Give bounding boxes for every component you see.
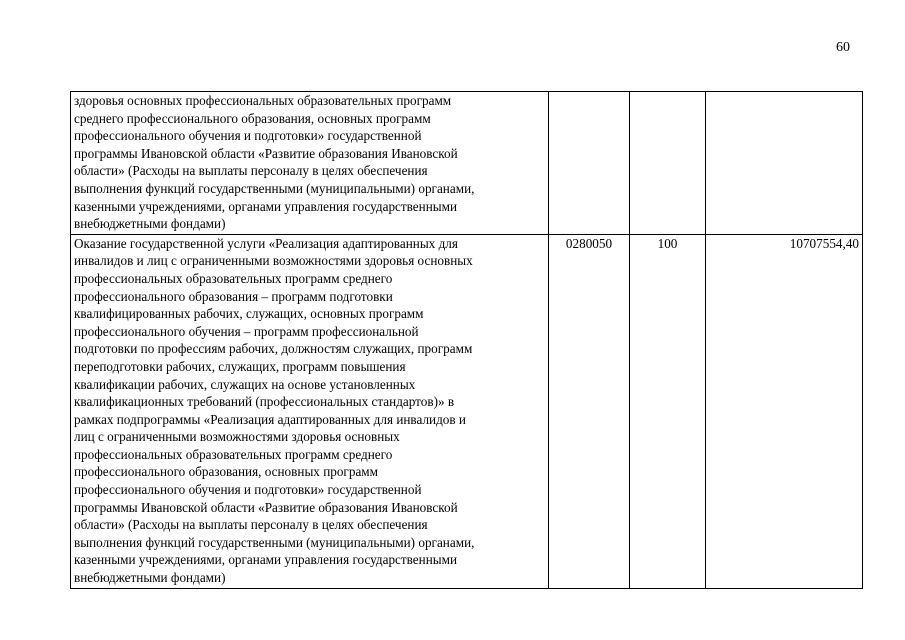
table-row: [71, 92, 863, 235]
description-line: области» (Расходы на выплаты персоналу в целях обеспечения: [74, 163, 428, 179]
amount-cell: [706, 92, 863, 235]
description-line: внебюджетными фондами): [74, 216, 226, 232]
target-code-cell: 0280050: [549, 234, 630, 588]
description-line: программы Ивановской области «Развитие образования Ивановской: [74, 499, 458, 515]
expense-type-cell: 100: [630, 234, 706, 588]
page-number: 60: [836, 40, 850, 55]
description-line: казенными учреждениями, органами управления государственными: [74, 198, 458, 214]
description-line: выполнения функций государственными (муниципальными) органами,: [74, 180, 475, 196]
description-line: рамках подпрограммы «Реализация адаптированных для инвалидов и: [74, 411, 466, 427]
description-line: выполнения функций государственными (муниципальными) органами,: [74, 534, 475, 550]
description-line: профессионального обучения и подготовки» государственной: [74, 128, 422, 144]
description-line: среднего профессионального образования, основных программ: [74, 110, 431, 126]
description-line: подготовки по профессиям рабочих, должностям служащих, программ: [74, 341, 473, 357]
description-line: профессионального образования – программ подготовки: [74, 288, 393, 304]
description-line: профессионального образования, основных программ: [74, 464, 378, 480]
description-line: переподготовки рабочих, служащих, программ повышения: [74, 358, 406, 374]
description-line: профессиональных образовательных программ среднего: [74, 270, 393, 286]
target-code-cell: [549, 92, 630, 235]
description-line: квалификации рабочих, служащих на основе установленных: [74, 376, 416, 392]
budget-table: [70, 91, 863, 589]
description-line: Оказание государственной услуги «Реализация адаптированных для: [74, 235, 458, 251]
description-line: профессионального обучения – программ профессиональной: [74, 323, 419, 339]
description-line: внебюджетными фондами): [74, 570, 226, 586]
description-line: профессионального обучения и подготовки» государственной: [74, 482, 422, 498]
table-row: [71, 234, 863, 588]
description-line: профессиональных образовательных программ среднего: [74, 446, 393, 462]
description-cell: [71, 92, 549, 235]
description-line: квалификационных требований (профессиональных стандартов)» в: [74, 394, 455, 410]
amount-cell: 10707554,40: [706, 234, 863, 588]
description-cell: [71, 234, 549, 588]
description-line: инвалидов и лиц с ограниченными возможностями здоровья основных: [74, 253, 473, 269]
expense-type-cell: [630, 92, 706, 235]
description-line: казенными учреждениями, органами управления государственными: [74, 552, 458, 568]
description-line: лиц с ограниченными возможностями здоровья основных: [74, 429, 400, 445]
description-line: области» (Расходы на выплаты персоналу в целях обеспечения: [74, 517, 428, 533]
description-line: программы Ивановской области «Развитие образования Ивановской: [74, 145, 458, 161]
description-line: квалифицированных рабочих, служащих, основных программ: [74, 306, 424, 322]
description-line: здоровья основных профессиональных образовательных программ: [74, 93, 452, 108]
